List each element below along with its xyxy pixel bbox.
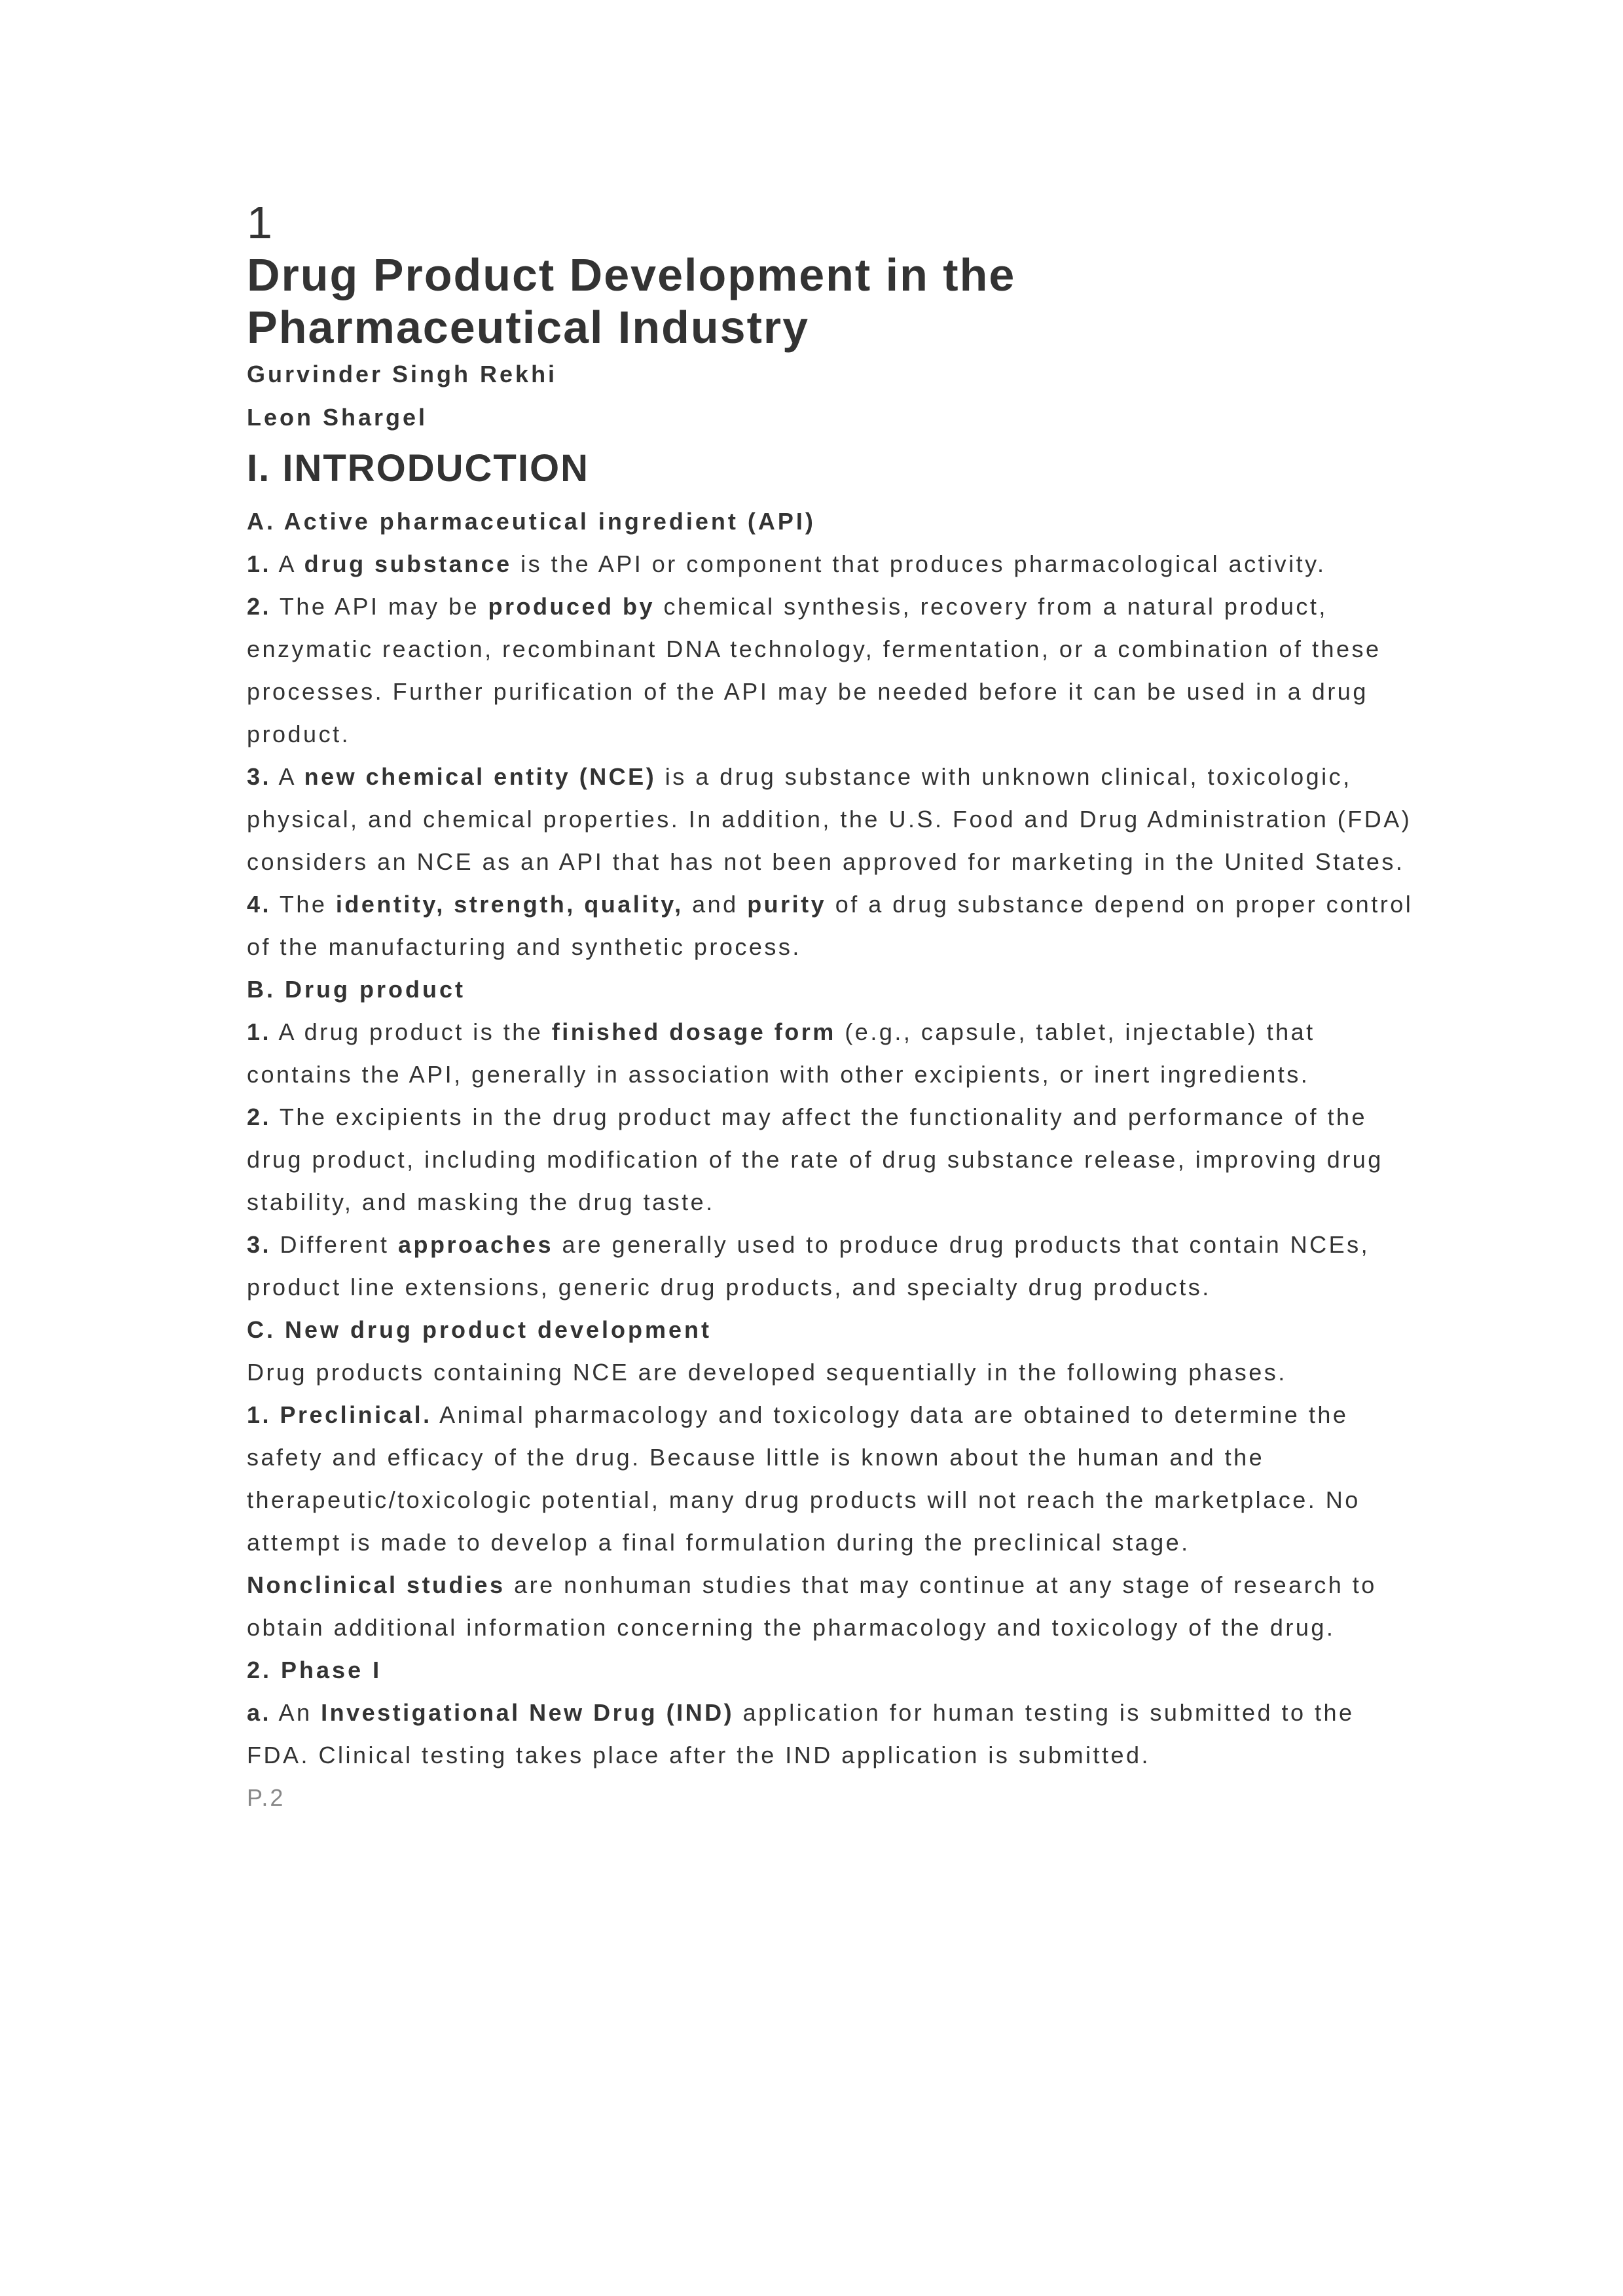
para-number: 2. bbox=[247, 593, 272, 620]
para-text: application for human testing is submitted to the FDA. Clinical testing takes place after the IND application is submitted. bbox=[247, 1699, 1355, 1768]
para-text: An bbox=[271, 1699, 321, 1726]
para-text: and bbox=[683, 891, 748, 918]
paragraph-a1 bbox=[247, 543, 1419, 585]
author-2: Leon Shargel bbox=[247, 404, 428, 431]
paragraph-b1 bbox=[247, 1011, 1419, 1096]
para-text: Different bbox=[271, 1231, 398, 1258]
bold-term: Investigational New Drug (IND) bbox=[321, 1699, 735, 1726]
paragraph-a2 bbox=[247, 585, 1419, 755]
para-number: a. bbox=[247, 1699, 272, 1726]
para-text: is a drug substance with unknown clinical, toxicologic, physical, and chemical properties. In addition, the U.S. Food and Drug Administration (FDA) considers an NCE as an API that has not been approved for marketing in the United States. bbox=[247, 763, 1412, 875]
para-text: Animal pharmacology and toxicology data are obtained to determine the safety and efficacy of the drug. Because little is known about the human and the therapeutic/toxicologic potential, many drug products will not reach the marketplace. No attempt is made to develop a final formulation during the preclinical stage. bbox=[247, 1401, 1360, 1556]
para-text: A bbox=[271, 763, 304, 790]
para-text: chemical synthesis, recovery from a natural product, enzymatic reaction, recombinant DNA technology, fermentation, or a combination of these processes. Further purification of the API may be needed before it can be used in a drug product. bbox=[247, 593, 1381, 747]
paragraph-b2 bbox=[247, 1096, 1419, 1223]
chapter-title-line-2: Pharmaceutical Industry bbox=[247, 302, 810, 353]
para-number: 1. Preclinical. bbox=[247, 1401, 432, 1428]
subheading-api: A. Active pharmaceutical ingredient (API) bbox=[247, 508, 816, 535]
paragraph-b3 bbox=[247, 1223, 1419, 1308]
author-1: Gurvinder Singh Rekhi bbox=[247, 361, 558, 387]
chapter-number: 1 bbox=[247, 197, 272, 248]
para-number: 3. bbox=[247, 1231, 272, 1258]
paragraph-a3 bbox=[247, 755, 1419, 883]
para-text: are generally used to produce drug products that contain NCEs, product line extensions, generic drug products, and specialty drug products. bbox=[247, 1231, 1370, 1300]
bold-term: Nonclinical studies bbox=[247, 1571, 505, 1598]
paragraph-c1 bbox=[247, 1393, 1419, 1564]
subheading-new-drug-development: C. New drug product development bbox=[247, 1316, 712, 1343]
para-text: The API may be bbox=[271, 593, 488, 620]
bold-term: drug substance bbox=[304, 550, 512, 577]
document-page bbox=[247, 196, 1419, 1819]
para-text: A drug product is the bbox=[271, 1018, 552, 1045]
para-number: 4. bbox=[247, 891, 272, 918]
chapter-title bbox=[247, 249, 1419, 353]
para-text: are nonhuman studies that may continue at any stage of research to obtain additional information concerning the pharmacology and toxicology of the drug. bbox=[247, 1571, 1377, 1641]
bold-term: approaches bbox=[397, 1231, 554, 1258]
paragraph-c1b bbox=[247, 1564, 1419, 1649]
para-number: 1. bbox=[247, 550, 272, 577]
subheading-drug-product: B. Drug product bbox=[247, 976, 465, 1003]
para-number: 1. bbox=[247, 1018, 272, 1045]
para-number: 3. bbox=[247, 763, 272, 790]
bold-term: produced by bbox=[488, 593, 655, 620]
subheading-phase-1: 2. Phase I bbox=[247, 1657, 382, 1683]
para-text: A bbox=[271, 550, 304, 577]
para-number: 2. bbox=[247, 1103, 272, 1130]
section-heading-introduction: I. INTRODUCTION bbox=[247, 447, 589, 490]
para-text: of a drug substance depend on proper control of the manufacturing and synthetic process. bbox=[247, 891, 1413, 960]
paragraph-a4 bbox=[247, 883, 1419, 968]
chapter-title-line-1: Drug Product Development in the bbox=[247, 249, 1016, 300]
paragraph-c-intro: Drug products containing NCE are developed sequentially in the following phases. bbox=[247, 1359, 1287, 1386]
bold-term: finished dosage form bbox=[551, 1018, 836, 1045]
para-text: is the API or component that produces pharmacological activity. bbox=[511, 550, 1326, 577]
bold-term: identity, strength, quality, bbox=[335, 891, 684, 918]
bold-term: new chemical entity (NCE) bbox=[304, 763, 657, 790]
bold-term: purity bbox=[747, 891, 827, 918]
paragraph-phase1-a bbox=[247, 1691, 1419, 1776]
para-text: The bbox=[271, 891, 336, 918]
page-number: P.2 bbox=[247, 1784, 285, 1811]
para-text: (e.g., capsule, tablet, injectable) that contains the API, generally in association with other excipients, or inert ingredients. bbox=[247, 1018, 1315, 1088]
para-text: The excipients in the drug product may affect the functionality and performance of the drug product, including modification of the rate of drug substance release, improving drug stability, and masking the drug taste. bbox=[247, 1103, 1383, 1215]
